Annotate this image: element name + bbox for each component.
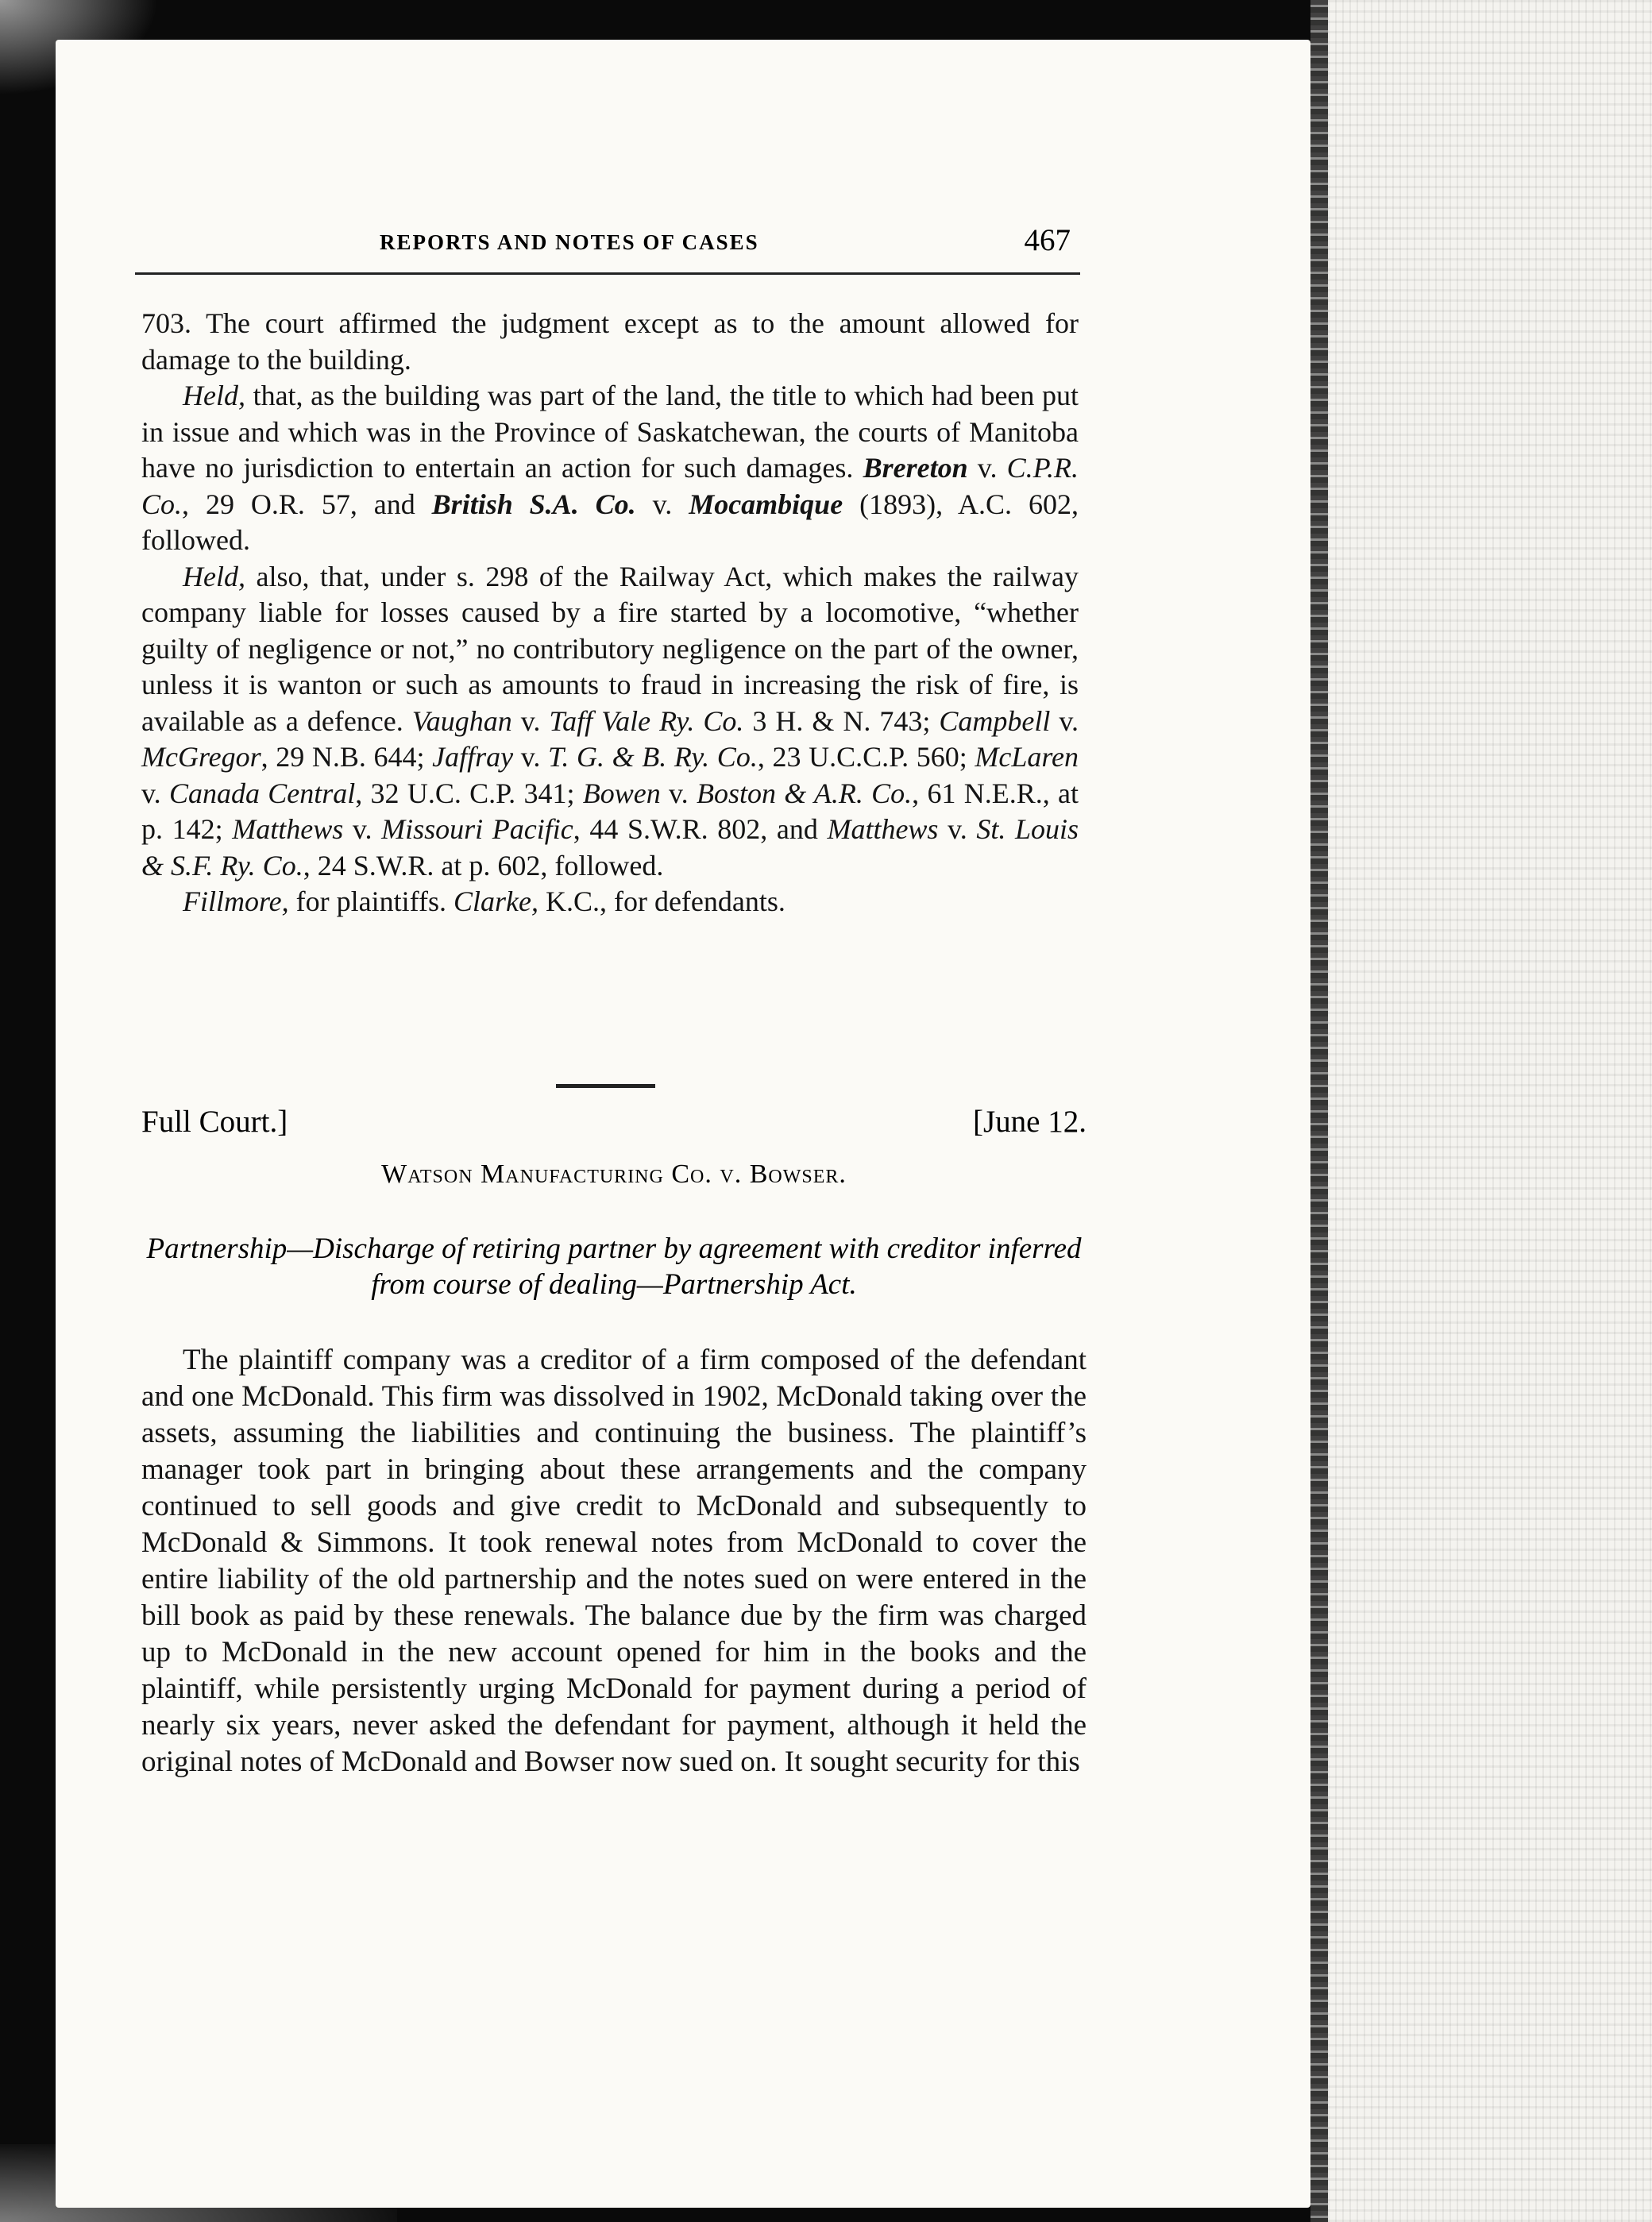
citation-party: Matthews <box>232 813 344 845</box>
section-divider <box>556 1084 655 1088</box>
citation-text: v. <box>343 813 382 845</box>
citation-party: Canada Central <box>168 777 356 809</box>
citation-text: , 32 U.C. C.P. 341; <box>355 777 583 809</box>
held-paragraph <box>141 378 1079 559</box>
citation-party: Taff Vale Ry. Co. <box>549 704 744 737</box>
citation-party: C.P.R. Co. <box>141 452 1079 520</box>
citation-text: (1893), A.C. 602, followed. <box>141 488 1079 556</box>
citation-text: v. <box>660 777 697 809</box>
citation-text: v. <box>1050 704 1079 737</box>
citation-party: Matthews <box>827 813 939 845</box>
page-gutter <box>1310 0 1328 2222</box>
citation-text: , 44 S.W.R. 802, and <box>573 813 828 845</box>
held-label: Held, <box>183 380 245 411</box>
page-number: 467 <box>1024 223 1071 257</box>
citation-text: , 29 N.B. 644; <box>261 741 433 773</box>
citation-party: McGregor <box>141 741 261 773</box>
running-head-title: REPORTS AND NOTES OF CASES <box>380 230 759 254</box>
citation-party: Campbell <box>939 704 1051 737</box>
citation-text: , 23 U.C.C.P. 560; <box>757 741 975 773</box>
citation-party: St. Louis & S.F. Ry. Co. <box>141 813 1079 881</box>
counsel-text: for plaintiffs. <box>288 885 454 917</box>
decision-date: [June 12. <box>973 1105 1087 1139</box>
citation-party: T. G. & B. Ry. Co. <box>548 741 758 773</box>
citation-party: McLaren <box>975 741 1079 773</box>
running-head <box>141 222 1079 270</box>
citation-party: Mocambique <box>689 488 843 520</box>
citation-party: Bowen <box>582 777 661 809</box>
counsel-name: Fillmore, <box>183 885 289 917</box>
citation-party: Missouri Pacific <box>381 813 573 845</box>
citation-text: v. <box>967 452 1007 484</box>
header-rule <box>135 272 1080 275</box>
held-text: also, that, under s. 298 of the Railway Act, which makes the railway company liable for losses caused by a fire started by a locomotive, “whether guilty of negligence or not,” no contributory negligence on the part of the owner, unless it is wanton or such as amounts to fraud in increasing the risk of fire, is available as a defence. <box>141 560 1079 737</box>
court-name: Full Court.] <box>141 1105 288 1139</box>
citation-text: v. <box>938 813 977 845</box>
case-title: Watson Manufacturing Co. v. Bowser. <box>381 1159 847 1189</box>
citation-party: Vaughan <box>411 704 512 737</box>
citation-text: v. <box>511 704 550 737</box>
paragraph: The plaintiff company was a creditor of a firm composed of the defendant and one McDonald. This firm was dissolved in 1902, McDonald taking over the assets, assuming the liabilities and continuing the business. The plaintiff’s manager took part in bringing about these arrangements and the company continued to sell goods and give credit to McDonald and subsequently to McDonald & Simmons. It took renewal notes from McDonald to cover the entire liability of the old partnership and the notes sued on were entered in the bill book as paid by these renewals. The balance due by the firm was charged up to McDonald in the new account opened for him in the books and the plaintiff, while persistently urging McDonald for payment during a period of nearly six years, never asked the defendant for payment, although it held the original notes of McDonald and Bowser now sued on. It sought security for this <box>141 1344 1087 1778</box>
held-text: that, as the building was part of the land, the title to which had been put in issue and which was in the Province of Saskatchewan, the courts of Manitoba have no jurisdiction to entertain an action for such damages. <box>141 380 1079 484</box>
citation-text: v. <box>635 488 689 520</box>
citation-text: , 61 N.E.R., at p. 142; <box>141 777 1079 845</box>
citation-party: British S.A. Co. <box>431 488 636 520</box>
held-label: Held, <box>183 560 245 592</box>
citation-text: v. <box>141 777 169 809</box>
facing-page-edge <box>1310 0 1652 2222</box>
citation-party: Jaffray <box>432 741 514 773</box>
held-paragraph <box>141 559 1079 885</box>
court-line <box>141 1104 1087 1140</box>
citation-party: Boston & A.R. Co. <box>696 777 913 809</box>
citation-text: , 29 O.R. 57, and <box>182 488 432 520</box>
citation-party: Brereton <box>863 452 968 484</box>
headnote: Partnership—Discharge of retiring partner by agreement with creditor inferred from course of dealing—Partnership Act. <box>146 1233 1082 1301</box>
bleed-through-texture <box>1328 0 1652 2222</box>
citation-text: , 24 S.W.R. at p. 602, followed. <box>303 849 664 881</box>
case-1-text <box>141 306 1079 920</box>
paragraph: 703. The court affirmed the judgment except as to the amount allowed for damage to the building. <box>141 307 1079 376</box>
citation-text: v. <box>513 741 549 773</box>
case-2-text <box>141 1342 1087 1780</box>
counsel-line <box>141 884 1079 920</box>
counsel-name: Clarke, <box>453 885 538 917</box>
counsel-text: K.C., for defendants. <box>538 885 785 917</box>
citation-text: 3 H. & N. 743; <box>743 704 940 737</box>
